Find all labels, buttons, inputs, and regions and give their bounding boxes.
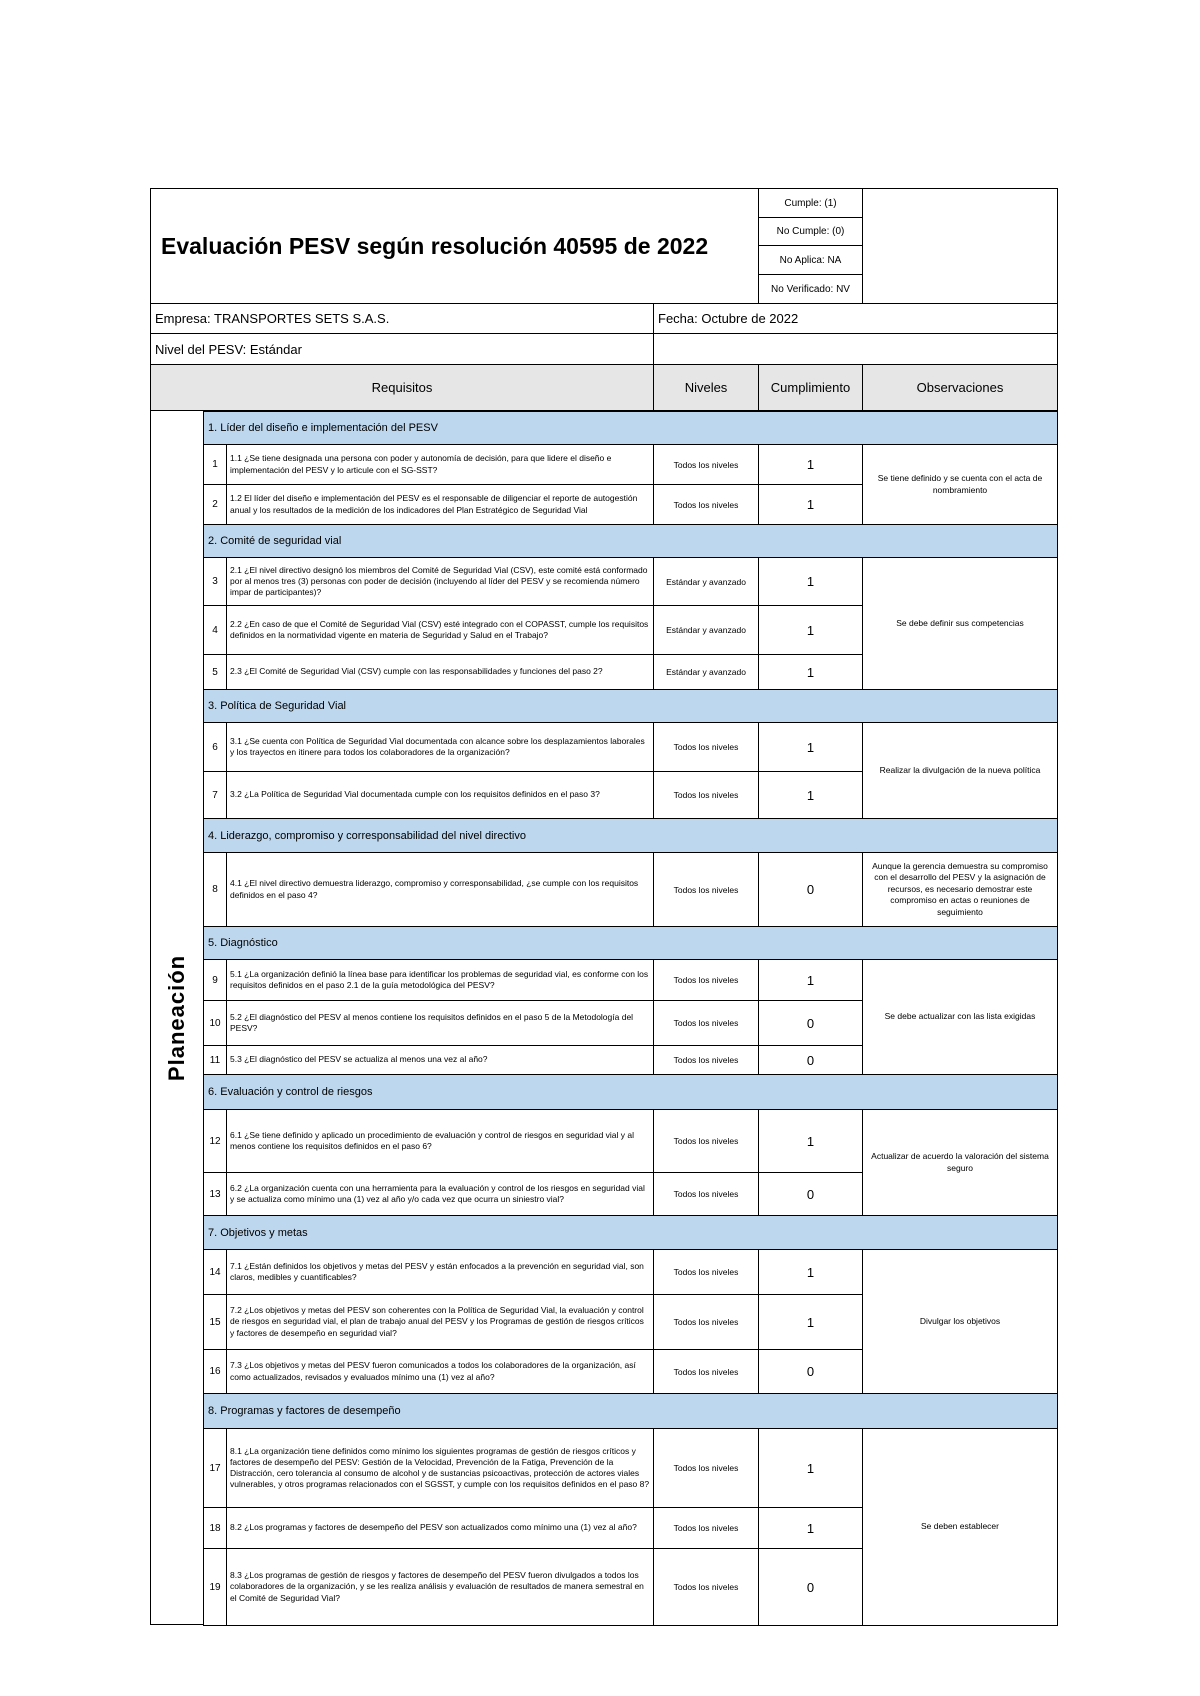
level-cell: Todos los niveles xyxy=(653,1172,759,1216)
legend-cumple: Cumple: (1) xyxy=(758,188,863,218)
section-header: 4. Liderazgo, compromiso y corresponsabilidad del nivel directivo xyxy=(203,818,1058,853)
level-cell: Todos los niveles xyxy=(653,771,759,819)
compliance-score: 0 xyxy=(758,1172,863,1216)
section-header: 8. Programas y factores de desempeño xyxy=(203,1393,1058,1429)
level-cell: Todos los niveles xyxy=(653,484,759,525)
row-number: 19 xyxy=(203,1548,227,1626)
empty-cell xyxy=(653,333,1058,365)
row-number: 17 xyxy=(203,1428,227,1508)
compliance-score: 1 xyxy=(758,654,863,690)
compliance-score: 1 xyxy=(758,1294,863,1350)
level-cell: Todos los niveles xyxy=(653,444,759,485)
section-header: 1. Líder del diseño e implementación del PESV xyxy=(203,411,1058,445)
phase-label-text: Planeación xyxy=(164,954,189,1081)
observation-cell: Aunque la gerencia demuestra su compromiso con el desarrollo del PESV y la asignación de recursos, es necesario demostrar este compromiso en actas o reuniones de seguimiento xyxy=(862,852,1058,927)
compliance-score: 0 xyxy=(758,1000,863,1046)
requirement-text: 3.1 ¿Se cuenta con Política de Seguridad Vial documentada con alcance sobre los desplazamientos laborales y los trayectos en itinere para todos los colaboradores de la organización? xyxy=(226,722,654,772)
requirement-text: 7.1 ¿Están definidos los objetivos y metas del PESV y están enfocados a la prevención en seguridad vial, son claros, medibles y cuantificables? xyxy=(226,1249,654,1295)
compliance-score: 0 xyxy=(758,1045,863,1075)
row-number: 18 xyxy=(203,1507,227,1549)
row-number: 12 xyxy=(203,1109,227,1173)
header-niveles: Niveles xyxy=(653,364,759,411)
observation-cell: Se deben establecer xyxy=(862,1428,1058,1626)
requirement-text: 8.3 ¿Los programas de gestión de riesgos y factores de desempeño del PESV fueron divulgados a todos los colaboradores de la organización, y se les realiza análisis y evaluación de resultados de manera semestral en el Comité de Seguridad Vial? xyxy=(226,1548,654,1626)
level-cell: Todos los niveles xyxy=(653,1109,759,1173)
level-cell: Todos los niveles xyxy=(653,1507,759,1549)
requirement-text: 4.1 ¿El nivel directivo demuestra liderazgo, compromiso y corresponsabilidad, ¿se cumple con los requisitos definidos en el paso 4? xyxy=(226,852,654,927)
observation-cell: Realizar la divulgación de la nueva política xyxy=(862,722,1058,819)
level-cell: Todos los niveles xyxy=(653,722,759,772)
compliance-score: 1 xyxy=(758,1249,863,1295)
page-title: Evaluación PESV según resolución 40595 de 2022 xyxy=(150,188,759,304)
evaluation-sheet xyxy=(150,188,1058,1625)
requirement-text: 3.2 ¿La Política de Seguridad Vial documentada cumple con los requisitos definidos en el paso 3? xyxy=(226,771,654,819)
observation-cell: Se debe definir sus competencias xyxy=(862,557,1058,690)
level-cell: Todos los niveles xyxy=(653,1349,759,1394)
requirement-text: 2.2 ¿En caso de que el Comité de Seguridad Vial (CSV) esté integrado con el COPASST, cumple los requisitos definidos en la normatividad vigente en materia de Seguridad y Salud en el Trabajo? xyxy=(226,605,654,655)
header-observaciones: Observaciones xyxy=(862,364,1058,411)
requirement-text: 2.3 ¿El Comité de Seguridad Vial (CSV) cumple con las responsabilidades y funciones del paso 2? xyxy=(226,654,654,690)
requirement-text: 8.2 ¿Los programas y factores de desempeño del PESV son actualizados como mínimo una (1) vez al año? xyxy=(226,1507,654,1549)
row-number: 7 xyxy=(203,771,227,819)
requirement-text: 7.2 ¿Los objetivos y metas del PESV son coherentes con la Política de Seguridad Vial, la evaluación y control de riesgos en seguridad vial, el plan de trabajo anual del PESV y los Programas de gestión de riesgos críticos y factores de desempeño en seguridad vial? xyxy=(226,1294,654,1350)
compliance-score: 1 xyxy=(758,444,863,485)
company-field: Empresa: TRANSPORTES SETS S.A.S. xyxy=(150,303,654,334)
compliance-score: 1 xyxy=(758,771,863,819)
level-cell: Todos los niveles xyxy=(653,1249,759,1295)
row-number: 13 xyxy=(203,1172,227,1216)
compliance-score: 1 xyxy=(758,722,863,772)
compliance-score: 0 xyxy=(758,1548,863,1626)
level-cell: Todos los niveles xyxy=(653,852,759,927)
level-cell: Estándar y avanzado xyxy=(653,605,759,655)
requirement-text: 5.2 ¿El diagnóstico del PESV al menos contiene los requisitos definidos en el paso 5 de la Metodología del PESV? xyxy=(226,1000,654,1046)
compliance-score: 1 xyxy=(758,1109,863,1173)
pesv-level-field: Nivel del PESV: Estándar xyxy=(150,333,654,365)
compliance-score: 1 xyxy=(758,1428,863,1508)
level-cell: Todos los niveles xyxy=(653,1294,759,1350)
requirement-text: 8.1 ¿La organización tiene definidos como mínimo los siguientes programas de gestión de riesgos críticos y factores de desempeño del PESV: Gestión de la Velocidad, Prevención de la Fatiga, Prevención de la Distracción, cero tolerancia al consumo de alcohol y de sustancias psicoactivas, protección de actores viales vulnerables, y otros programas relacionados con el SGSST, y cumple con los requisitos definidos en el paso 8? xyxy=(226,1428,654,1508)
legend-no-aplica: No Aplica: NA xyxy=(758,245,863,275)
section-header: 7. Objetivos y metas xyxy=(203,1215,1058,1250)
row-number: 4 xyxy=(203,605,227,655)
row-number: 2 xyxy=(203,484,227,525)
row-number: 14 xyxy=(203,1249,227,1295)
row-number: 6 xyxy=(203,722,227,772)
section-header: 3. Política de Seguridad Vial xyxy=(203,689,1058,723)
compliance-score: 1 xyxy=(758,605,863,655)
row-number: 1 xyxy=(203,444,227,485)
section-header: 2. Comité de seguridad vial xyxy=(203,524,1058,558)
requirement-text: 2.1 ¿El nivel directivo designó los miembros del Comité de Seguridad Vial (CSV), este comité está conformado por al menos tres (3) personas con poder de decisión (incluyendo al líder del PESV y se recomienda número impar de participantes)? xyxy=(226,557,654,606)
date-field: Fecha: Octubre de 2022 xyxy=(653,303,1058,334)
level-cell: Estándar y avanzado xyxy=(653,654,759,690)
level-cell: Todos los niveles xyxy=(653,1548,759,1626)
row-number: 9 xyxy=(203,959,227,1001)
level-cell: Todos los niveles xyxy=(653,1428,759,1508)
requirement-text: 1.2 El líder del diseño e implementación del PESV es el responsable de diligenciar el reporte de autogestión anual y los resultados de la medición de los indicadores del Plan Estratégico de Seguridad Vial xyxy=(226,484,654,525)
row-number: 8 xyxy=(203,852,227,927)
row-number: 10 xyxy=(203,1000,227,1046)
compliance-score: 1 xyxy=(758,1507,863,1549)
section-header: 5. Diagnóstico xyxy=(203,926,1058,960)
requirement-text: 6.1 ¿Se tiene definido y aplicado un procedimiento de evaluación y control de riesgos en seguridad vial y al menos contiene los requisitos definidos en el paso 6? xyxy=(226,1109,654,1173)
requirement-text: 1.1 ¿Se tiene designada una persona con poder y autonomía de decisión, para que lidere el diseño e implementación del PESV y lo articule con el SG-SST? xyxy=(226,444,654,485)
row-number: 16 xyxy=(203,1349,227,1394)
requirement-text: 5.3 ¿El diagnóstico del PESV se actualiza al menos una vez al año? xyxy=(226,1045,654,1075)
level-cell: Todos los niveles xyxy=(653,959,759,1001)
compliance-score: 0 xyxy=(758,1349,863,1394)
level-cell: Todos los niveles xyxy=(653,1000,759,1046)
header-cumplimiento: Cumplimiento xyxy=(758,364,863,411)
row-number: 11 xyxy=(203,1045,227,1075)
row-number: 15 xyxy=(203,1294,227,1350)
requirement-text: 5.1 ¿La organización definió la línea base para identificar los problemas de seguridad vial, es conforme con los requisitos definidos en el paso 2.1 de la guía metodológica del PESV? xyxy=(226,959,654,1001)
observation-cell: Se debe actualizar con las lista exigidas xyxy=(862,959,1058,1075)
observation-cell: Divulgar los objetivos xyxy=(862,1249,1058,1394)
header-requisitos: Requisitos xyxy=(150,364,654,411)
compliance-score: 0 xyxy=(758,852,863,927)
compliance-score: 1 xyxy=(758,484,863,525)
logo-area xyxy=(862,188,1058,304)
row-number: 5 xyxy=(203,654,227,690)
section-header: 6. Evaluación y control de riesgos xyxy=(203,1074,1058,1110)
compliance-score: 1 xyxy=(758,557,863,606)
compliance-score: 1 xyxy=(758,959,863,1001)
observation-cell: Actualizar de acuerdo la valoración del sistema seguro xyxy=(862,1109,1058,1216)
legend-no-cumple: No Cumple: (0) xyxy=(758,217,863,246)
requirement-text: 7.3 ¿Los objetivos y metas del PESV fueron comunicados a todos los colaboradores de la organización, así como actualizados, revisados y evaluados mínimo una (1) vez al año? xyxy=(226,1349,654,1394)
level-cell: Estándar y avanzado xyxy=(653,557,759,606)
requirement-text: 6.2 ¿La organización cuenta con una herramienta para la evaluación y control de los riesgos en seguridad vial y se actualiza como mínimo una (1) vez al año y/o cada vez que ocurra un siniestro vial? xyxy=(226,1172,654,1216)
observation-cell: Se tiene definido y se cuenta con el acta de nombramiento xyxy=(862,444,1058,525)
level-cell: Todos los niveles xyxy=(653,1045,759,1075)
phase-label xyxy=(150,410,204,1625)
row-number: 3 xyxy=(203,557,227,606)
legend-no-verificado: No Verificado: NV xyxy=(758,274,863,304)
